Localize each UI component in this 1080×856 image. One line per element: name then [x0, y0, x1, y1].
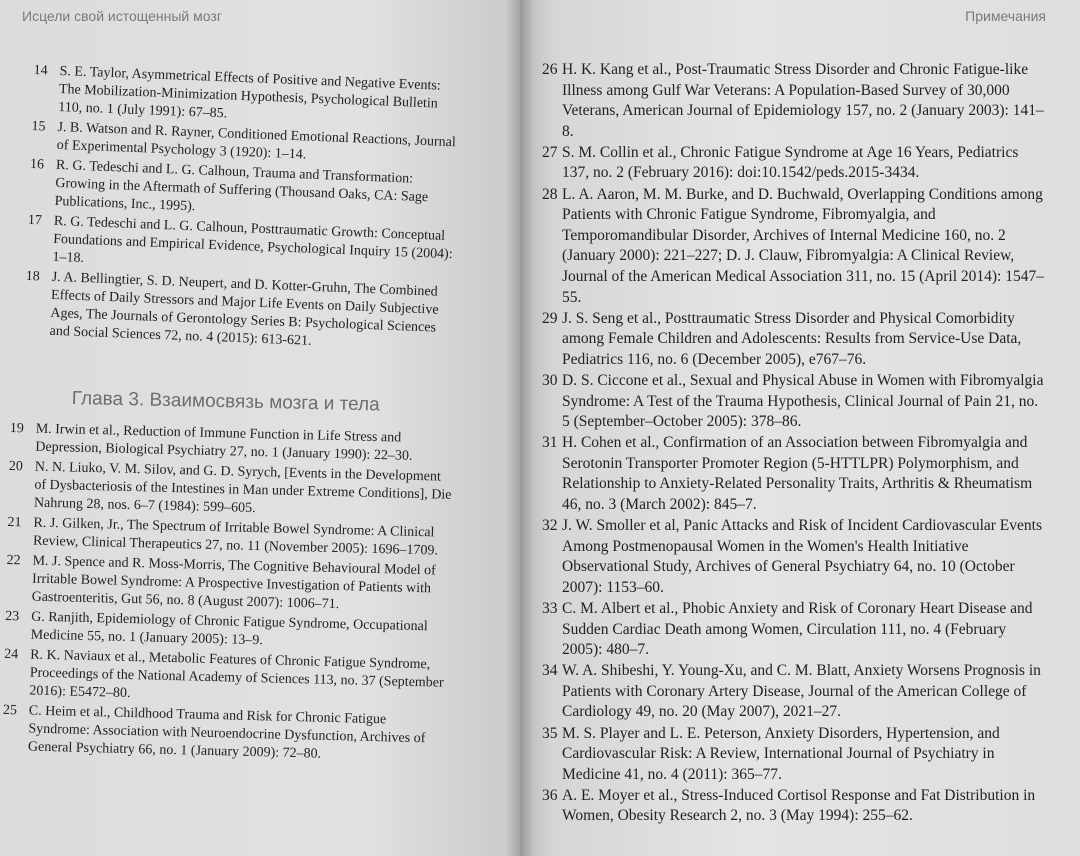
endnote [542, 786, 1048, 827]
note-number: 28 [542, 185, 558, 203]
note-number: 22 [6, 552, 21, 569]
note-text: H. Cohen et al., Confirmation of an Association between Fibromyalgia and Serotonin Transporter Promoter Region (5-HTTLPR) Polymorphism, and Relationship to Anxiety-Related Personality Traits, Arthritis & Rheumatism 46, no. 3 (March 2002): 845–7. [562, 434, 1033, 513]
running-head-book-title: Исцели свой истощенный мозг [22, 8, 222, 24]
note-text: D. S. Ciccone et al., Sexual and Physical Abuse in Women with Fibromyalgia Syndrome: A Test of the Trauma Hypothesis, Clinical Journal of Pain 21, no. 5 (September–October 2005): 378–86. [562, 371, 1044, 431]
left-page [0, 0, 520, 856]
note-number: 29 [542, 309, 558, 327]
note-text: W. A. Shibeshi, Y. Young-Xu, and C. M. Blatt, Anxiety Worsens Prognosis in Patients with Coronary Artery Disease, Journal of the American College of Cardiology 49, no. 20 (May 2007), 2021–27. [562, 662, 1041, 721]
note-number: 32 [542, 517, 558, 535]
endnote [542, 433, 1048, 515]
note-text: R. G. Tedeschi and L. G. Calhoun, Posttraumatic Growth: Conceptual Foundations and Empirical Evidence, Psychological Inquiry 15 (2004): 1–18. [52, 213, 453, 267]
note-number: 31 [542, 434, 558, 452]
note-text: L. A. Aaron, M. M. Burke, and D. Buchwald, Overlapping Conditions among Patients with Chronic Fatigue Syndrome, Fibromyalgia, and Temporomandibular Disorder, Archives of Internal Medicine 160, no. 2 (January 2000): 221–227; D. J. Clauw, Fibromyalgia: A Clinical Review, Journal of the American Medical Association 311, no. 15 (April 2014): 1547–55. [562, 185, 1044, 306]
note-number: 16 [29, 156, 45, 173]
note-text: R. K. Naviaux et al., Metabolic Features of Chronic Fatigue Syndrome, Proceedings of the National Academy of Sciences 113, no. 37 (September 2016): E5472–80. [29, 647, 444, 702]
note-text: J. A. Bellingtier, S. D. Neupert, and D. Kotter-Gruhn, The Combined Effects of Daily Stressors and Major Life Events on Daily Subjective Ages, The Journals of Gerontology Series B: Psychological Sciences and Social Sciences 72, no. 4 (2015): 613-621. [49, 269, 439, 349]
endnote [2, 702, 449, 767]
note-text: J. B. Watson and R. Rayner, Conditioned Emotional Reactions, Journal of Experimental Psychology 3 (1920): 1–14. [56, 119, 457, 163]
note-number: 30 [542, 371, 558, 389]
note-number: 34 [542, 662, 558, 680]
note-number: 17 [27, 212, 43, 229]
note-number: 33 [542, 599, 558, 617]
note-text: M. J. Spence and R. Moss-Morris, The Cognitive Behavioural Model of Irritable Bowel Syndrome: A Prospective Investigation of Patients with Gastroenteritis, Gut 56, no. 8 (August 2007): 1006–71. [31, 553, 436, 613]
endnote [542, 661, 1048, 723]
note-text: J. S. Seng et al., Posttraumatic Stress Disorder and Physical Comorbidity among Female Children and Adolescents: Results from Service-Use Data, Pediatrics 116, no. 6 (December 2005), e767–76. [562, 309, 1022, 368]
note-number: 18 [25, 268, 41, 285]
notes-list-after-heading [2, 420, 456, 769]
notes-list-before-heading [23, 62, 463, 358]
chapter-heading: Глава 3. Взаимосвязь мозга и тела [71, 388, 380, 416]
note-number: 26 [542, 61, 558, 78]
note-text: G. Ranjith, Epidemiology of Chronic Fatigue Syndrome, Occupational Medicine 55, no. 1 (January 2005): 13–9. [30, 609, 428, 649]
note-number: 21 [7, 514, 22, 531]
note-text: R. J. Gilken, Jr., The Spectrum of Irritable Bowel Syndrome: A Clinical Review, Clinical Therapeutics 27, no. 11 (November 2005): 1696–1709. [32, 515, 439, 559]
endnote [542, 724, 1048, 786]
endnote [5, 552, 452, 617]
note-number: 19 [9, 420, 24, 437]
note-number: 15 [31, 118, 46, 135]
note-text: S. M. Collin et al., Chronic Fatigue Syndrome at Age 16 Years, Pediatrics 137, no. 2 (February 2016): doi:10.1542/peds.2015-3434. [562, 143, 1019, 182]
note-number: 14 [33, 62, 48, 79]
note-text: R. G. Tedeschi and L. G. Calhoun, Trauma and Transformation: Growing in the Aftermath of Suffering (Thousand Oaks, CA: Sage Publications, Inc., 1995). [54, 157, 429, 215]
endnote [8, 458, 455, 523]
endnote [542, 143, 1048, 184]
endnote [3, 646, 450, 711]
endnote [23, 268, 455, 356]
endnote [542, 309, 1048, 371]
note-text: N. N. Liuko, V. M. Silov, and G. D. Syrych, [Events in the Development of Dysbacteriosis of the Intestines in Man under Extreme Conditions], Die Nahrung 28, nos. 6–7 (1984): 599–605. [33, 459, 452, 517]
endnote [542, 599, 1048, 661]
note-text: M. S. Player and L. E. Peterson, Anxiety Disorders, Hypertension, and Cardiovascular Risk: A Review, International Journal of Psychiatry in Medicine 41, no. 4 (2011): 365–77. [562, 724, 1000, 783]
note-number: 36 [542, 786, 558, 804]
note-text: C. Heim et al., Childhood Trauma and Risk for Chronic Fatigue Syndrome: Association with Neuroendocrine Dysfunction, Archives of General Psychiatry 66, no. 1 (January 2009): 72–80. [27, 703, 426, 762]
endnote [542, 371, 1048, 433]
note-text: S. E. Taylor, Asymmetrical Effects of Positive and Negative Events: The Mobilization-Minimization Hypothesis, Psychological Bulletin 110, no. 1 (July 1991): 67–85. [57, 63, 441, 122]
note-text: A. E. Moyer et al., Stress-Induced Cortisol Response and Fat Distribution in Women, Obesity Research 2, no. 3 (May 1994): 255–62. [562, 786, 1036, 825]
note-number: 27 [542, 143, 558, 161]
note-number: 25 [2, 702, 18, 719]
running-head-section: Примечания [965, 8, 1046, 24]
endnote [542, 185, 1048, 309]
note-number: 20 [8, 458, 24, 475]
note-number: 23 [5, 608, 20, 625]
note-text: C. M. Albert et al., Phobic Anxiety and Risk of Coronary Heart Disease and Sudden Cardiac Death among Women, Circulation 111, no. 4 (February 2005): 480–7. [562, 599, 1033, 659]
note-text: H. K. Kang et al., Post-Traumatic Stress Disorder and Chronic Fatigue-like Illness among Gulf War Veterans: A Population-Based Survey of 30,000 Veterans, American Journal of Epidemiology 157, no. 2 (January 2003): 141–8. [562, 61, 1044, 140]
note-number: 35 [542, 724, 558, 742]
endnote [542, 60, 1048, 142]
note-number: 24 [4, 646, 19, 663]
note-text: M. Irwin et al., Reduction of Immune Function in Life Stress and Depression, Biological Psychiatry 27, no. 1 (January 1990): 22–30. [35, 421, 413, 464]
endnote [542, 516, 1048, 598]
note-text: J. W. Smoller et al, Panic Attacks and Risk of Incident Cardiovascular Events Among Postmenopausal Women in the Women's Health Initiative Observational Study, Archives of General Psychiatry 64, no. 10 (October 2007): 1153–60. [562, 517, 1042, 596]
notes-list [542, 60, 1048, 827]
right-page [520, 0, 1080, 856]
